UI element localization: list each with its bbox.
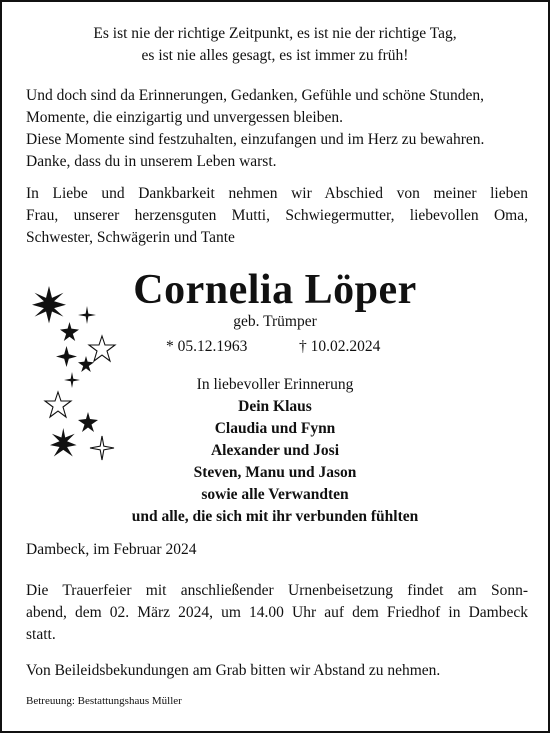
funeral-line: Die Trauerfeier mit anschließender Urnenbeisetzung findet am Sonn- bbox=[26, 582, 528, 599]
funeral-paragraph bbox=[26, 580, 528, 646]
life-dates bbox=[2, 336, 548, 358]
mourner-line: Claudia und Fynn bbox=[214, 420, 336, 437]
funeral-home-credit: Betreuung: Bestattungshaus Müller bbox=[26, 695, 182, 707]
condolence-note: Von Beileidsbekundungen am Grab bitten wir Abstand zu nehmen. bbox=[26, 662, 441, 679]
intro-line: Danke, dass du in unserem Leben warst. bbox=[26, 153, 277, 170]
farewell-line: In Liebe und Dankbarkeit nehmen wir Abschied von meiner lieben bbox=[26, 185, 528, 202]
funeral-line: statt. bbox=[26, 626, 56, 643]
farewell-paragraph bbox=[26, 183, 528, 249]
intro-line: Momente, die einzigartig und unvergessen bleiben. bbox=[26, 109, 343, 126]
place-date: Dambeck, im Februar 2024 bbox=[26, 541, 197, 558]
deceased-name: Cornelia Löper bbox=[133, 267, 417, 313]
mourners-block bbox=[2, 374, 548, 528]
birth-date: * 05.12.1963 bbox=[166, 338, 248, 355]
farewell-line: Schwester, Schwägerin und Tante bbox=[26, 229, 235, 246]
mourner-line: Steven, Manu und Jason bbox=[193, 464, 357, 481]
mourner-line: sowie alle Verwandten bbox=[201, 486, 349, 503]
mourners-intro: In liebevoller Erinnerung bbox=[196, 376, 354, 393]
motto-line: Es ist nie der richtige Zeitpunkt, es ist nie der richtige Tag, bbox=[93, 25, 457, 42]
funeral-line: abend, dem 02. März 2024, um 14.00 Uhr auf dem Friedhof in Dambeck bbox=[26, 604, 528, 621]
star-icon bbox=[78, 356, 94, 372]
motto-line: es ist nie alles gesagt, es ist immer zu früh! bbox=[141, 47, 409, 64]
motto bbox=[2, 23, 548, 67]
intro-line: Und doch sind da Erinnerungen, Gedanken, Gefühle und schöne Stunden, bbox=[26, 87, 484, 104]
farewell-line: Frau, unserer herzensguten Mutti, Schwiegermutter, liebevollen Oma, bbox=[26, 207, 528, 224]
death-date: † 10.02.2024 bbox=[299, 338, 381, 355]
mourner-line: Alexander und Josi bbox=[210, 442, 340, 459]
mourner-line: und alle, die sich mit ihr verbunden fühlten bbox=[131, 508, 419, 525]
mourner-line: Dein Klaus bbox=[238, 398, 312, 415]
intro-line: Diese Momente sind festzuhalten, einzufangen und im Herz zu bewahren. bbox=[26, 131, 485, 148]
birth-name: geb. Trümper bbox=[233, 313, 317, 330]
intro-paragraph bbox=[26, 85, 528, 173]
